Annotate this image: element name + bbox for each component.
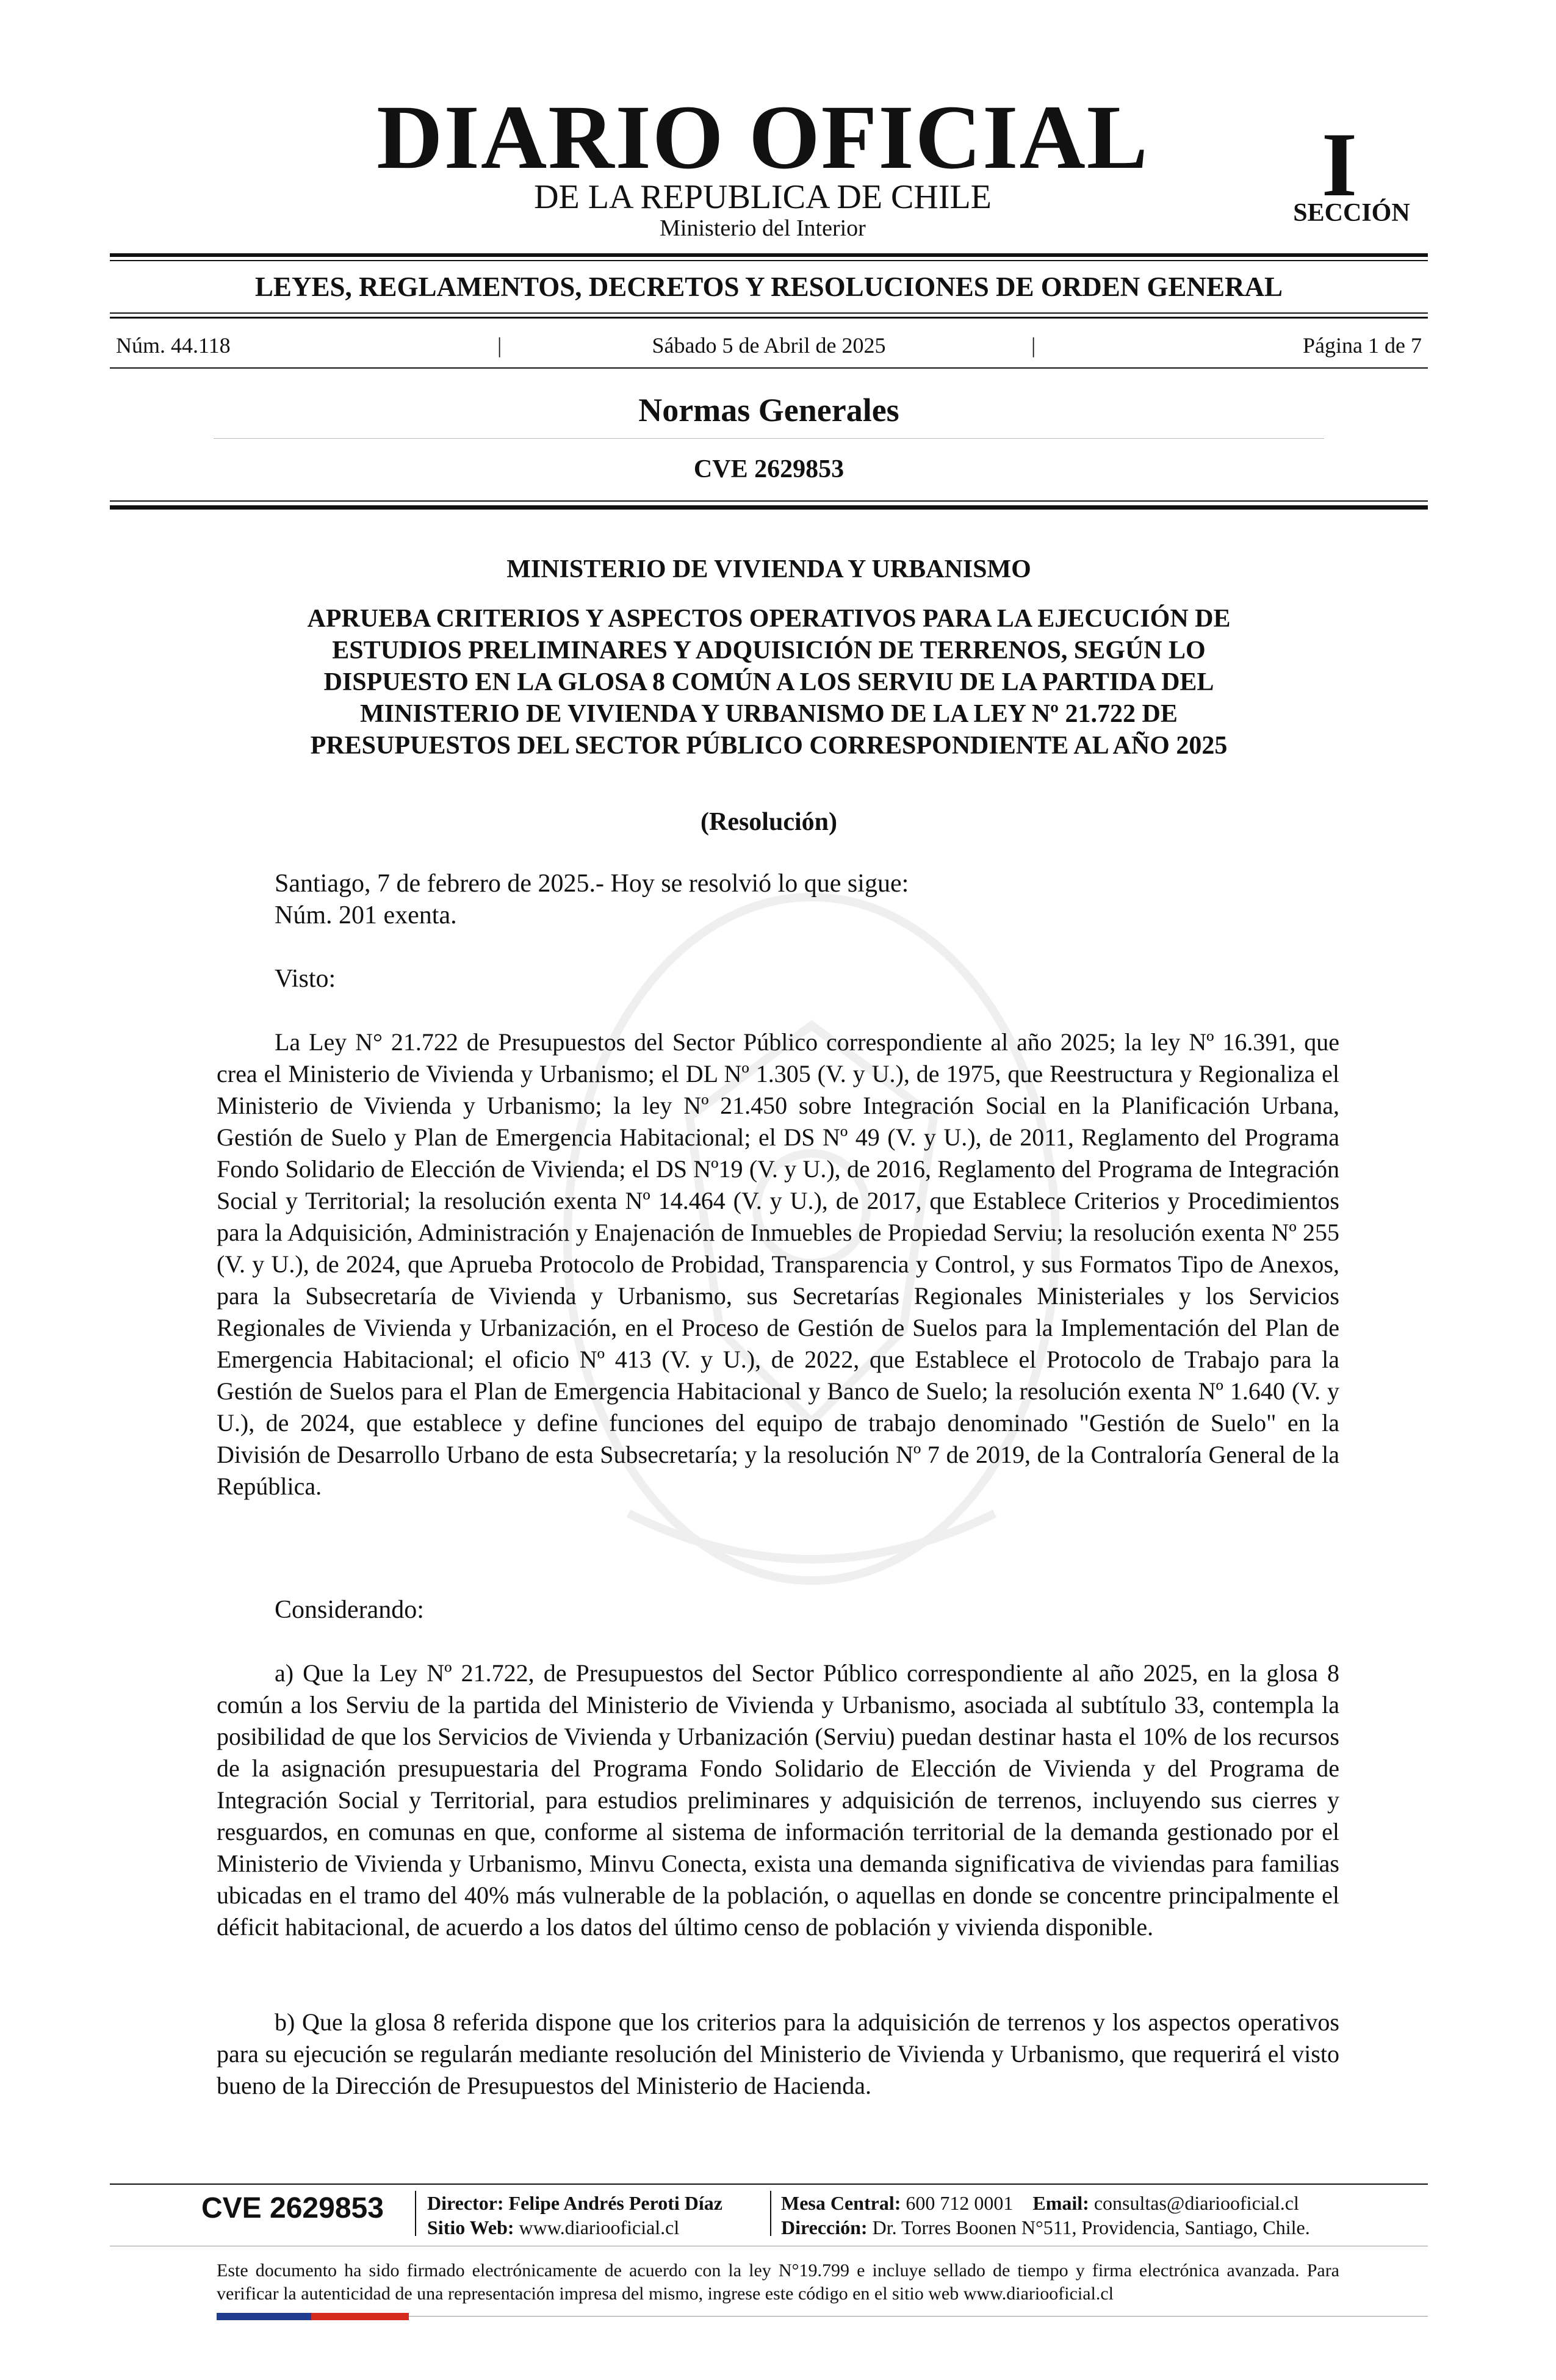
flag-stripe-blue [217, 2313, 311, 2320]
meta-separator: | [497, 333, 502, 358]
email-link[interactable]: consultas@diariooficial.cl [1093, 2192, 1299, 2214]
issuing-ministry: MINISTERIO DE VIVIENDA Y URBANISMO [506, 555, 1031, 583]
document-title-line: APRUEBA CRITERIOS Y ASPECTOS OPERATIVOS PARA LA EJECUCIÓN DE [307, 605, 1231, 633]
body-rule-thick [110, 505, 1428, 510]
section-label: SECCIÓN [1293, 199, 1410, 227]
considerando-heading: Considerando: [275, 1596, 424, 1624]
footer-director [427, 2191, 769, 2215]
category-rule-bottom [110, 317, 1428, 319]
address-label: Dirección: [781, 2216, 868, 2238]
footer-divider [770, 2191, 771, 2236]
document-type: (Resolución) [701, 808, 837, 836]
resolution-number: Núm. 201 exenta. [275, 901, 457, 929]
considerando-paragraph-a: a) Que la Ley Nº 21.722, de Presupuestos del Sector Público correspondiente al año 2025, en la glosa 8 común a los Serviu de la partida del Ministerio de Vivienda y Urbanismo, asociada al subtítulo 33, contempla la posibilidad de que los Servicios de Vivienda y Urbanización (Serviu) puedan destinar hasta el 10% de los recursos de la asignación presupuestaria del Programa Fondo Solidario de Elección de Vivienda y del Programa de Integración Social y Territorial, para estudios preliminares y adquisición de terrenos, incluyendo sus cierres y resguardos, en comunas en que, conforme al sistema de información territorial de la demanda gestionado por el Ministerio de Vivienda y Urbanismo, Minvu Conecta, exista una demanda significativa de viviendas para familias ubicadas en el tramo del 40% más vulnerable de la población, o aquellas en donde se concentre principalmente el déficit habitacional, de acuerdo a los datos del último censo de población y vivienda disponible. [217, 1659, 1339, 1941]
document-title-line: MINISTERIO DE VIVIENDA Y URBANISMO DE LA LEY Nº 21.722 DE [360, 700, 1178, 728]
document-title [201, 603, 1336, 762]
footer-cve-code: CVE 2629853 [201, 2192, 384, 2224]
footer-contact-block [781, 2191, 1355, 2240]
newspaper-subtitle: DE LA REPUBLICA DE CHILE [534, 178, 992, 216]
footer-divider [415, 2191, 416, 2236]
address-text: Dr. Torres Boonen N°511, Providencia, Santiago, Chile. [872, 2216, 1310, 2238]
meta-rule [110, 367, 1428, 369]
section-number: I [1321, 114, 1358, 215]
considerando-paragraph-b: b) Que la glosa 8 referida dispone que los criterios para la adquisición de terrenos y los aspectos operativos para su ejecución se regularán mediante resolución del Ministerio de Vivienda y Urbanismo, que requerirá el visto bueno de la Dirección de Presupuestos del Ministerio de Hacienda. [217, 2008, 1339, 2099]
email-label: Email: [1032, 2192, 1089, 2214]
section-title: Normas Generales [638, 392, 899, 428]
page-indicator: Página 1 de 7 [1303, 333, 1422, 358]
footer-authenticity-note: Este documento ha sido firmado electrónicamente de acuerdo con la ley N°19.799 e incluye sellado de tiempo y firma electrónica avanzada. Para verificar la autenticidad de una representación impresa del mismo, ingrese este código en el sitio web www.diariooficial.cl [217, 2260, 1339, 2304]
header-rule-thick [110, 253, 1428, 257]
director-label: Director: [427, 2192, 504, 2214]
footer-phone-email [781, 2191, 1355, 2215]
header-rule-thin [110, 260, 1428, 261]
footer-director-block [427, 2191, 769, 2240]
document-title-line: DISPUESTO EN LA GLOSA 8 COMÚN A LOS SERVIU DE LA PARTIDA DEL [323, 668, 1214, 696]
section-title-rule [214, 438, 1324, 439]
place-date: Santiago, 7 de febrero de 2025.- Hoy se resolvió lo que sigue: [275, 870, 909, 898]
issue-date: Sábado 5 de Abril de 2025 [652, 333, 886, 358]
meta-separator: | [1031, 333, 1036, 358]
footer-website [427, 2215, 769, 2240]
flag-stripe-red [311, 2313, 409, 2320]
footer-address [781, 2215, 1355, 2240]
website-label: Sitio Web: [427, 2216, 514, 2238]
issue-number: Núm. 44.118 [116, 333, 231, 358]
document-title-line: PRESUPUESTOS DEL SECTOR PÚBLICO CORRESPONDIENTE AL AÑO 2025 [310, 732, 1228, 760]
newspaper-title: DIARIO OFICIAL [376, 87, 1149, 188]
footer-rule-bottom [409, 2316, 1428, 2317]
category-rule-top [110, 312, 1428, 314]
body-rule-thin [110, 500, 1428, 502]
document-title-line: ESTUDIOS PRELIMINARES Y ADQUISICIÓN DE TERRENOS, SEGÚN LO [332, 636, 1206, 665]
cve-code: CVE 2629853 [693, 455, 845, 483]
newspaper-ministry: Ministerio del Interior [660, 215, 866, 241]
phone-number: 600 712 0001 [906, 2192, 1014, 2214]
phone-label: Mesa Central: [781, 2192, 901, 2214]
visto-heading: Visto: [275, 965, 336, 993]
director-name: Felipe Andrés Peroti Díaz [508, 2192, 722, 2214]
website-link[interactable]: www.diariooficial.cl [519, 2216, 680, 2238]
visto-paragraph: La Ley N° 21.722 de Presupuestos del Sector Público correspondiente al año 2025; la ley Nº 16.391, que crea el Ministerio de Vivienda y Urbanismo; el DL Nº 1.305 (V. y U.), de 1975, que Reestructura y Regionaliza el Ministerio de Vivienda y Urbanismo; la ley Nº 21.450 sobre Integración Social en la Planificación Urbana, Gestión de Suelo y Plan de Emergencia Habitacional; el DS Nº 49 (V. y U.), de 2011, Reglamento del Programa Fondo Solidario de Elección de Vivienda; el DS Nº19 (V. y U.), de 2016, Reglamento del Programa de Integración Social y Territorial; la resolución exenta Nº 14.464 (V. y U.), de 2017, que Establece Criterios y Procedimientos para la Adquisición, Administración y Enajenación de Inmuebles de Propiedad Serviu; la resolución exenta Nº 255 (V. y U.), de 2024, que Aprueba Protocolo de Probidad, Transparencia y Control, y sus Formatos Tipo de Anexos, para la Subsecretaría de Vivienda y Urbanismo, sus Secretarías Regionales Ministeriales y los Servicios Regionales de Vivienda y Urbanización, en el Proceso de Gestión de Suelos para la Implementación del Plan de Emergencia Habitacional; el oficio Nº 413 (V. y U.), de 2022, que Establece el Protocolo de Trabajo para la Gestión de Suelos para el Plan de Emergencia Habitacional y Banco de Suelo; la resolución exenta Nº 1.640 (V. y U.), de 2024, que establece y define funciones del equipo de trabajo denominado "Gestión de Suelo" en la División de Desarrollo Urbano de esta Subsecretaría; y la resolución Nº 7 de 2019, de la Contraloría General de la República. [217, 1028, 1339, 1500]
footer-rule-top [110, 2183, 1428, 2185]
category-heading: LEYES, REGLAMENTOS, DECRETOS Y RESOLUCIONES DE ORDEN GENERAL [254, 272, 1283, 302]
